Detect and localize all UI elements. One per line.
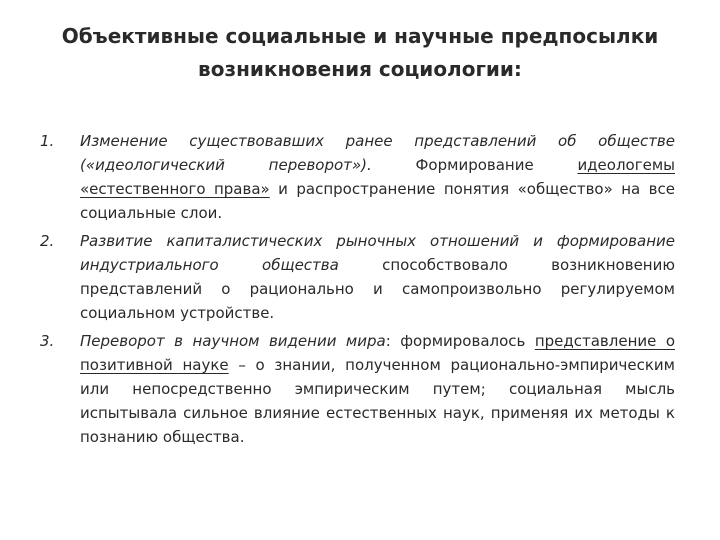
list-number: 1. — [40, 132, 55, 150]
text-segment: – о знании, полученном рационально-эмпирическим или непосредственно эмпирическим путем; социальная мысль испытывала сильное влияние естественных наук, применяя их методы к познанию общества. — [80, 356, 675, 446]
text-segment: Формирование — [371, 156, 578, 174]
title-line-2: возникновения социологии: — [198, 57, 522, 81]
text-segment: : формировалось — [385, 332, 535, 350]
premises-list — [40, 129, 675, 449]
underlined-term: идеологемы «естественного права» — [80, 156, 675, 198]
underlined-term: представление о позитивной науке — [80, 332, 676, 374]
list-item-1 — [40, 129, 675, 225]
text-segment: Изменение существовавших ранее представлений об обществе («идеологический переворот»). — [80, 132, 675, 174]
list-number: 2. — [40, 232, 55, 250]
list-item-text — [80, 129, 675, 225]
list-item-2 — [40, 229, 675, 325]
title-line-1: Объективные социальные и научные предпосылки — [61, 24, 659, 48]
text-segment: Переворот в научном видении мира — [80, 332, 386, 350]
slide-title — [40, 20, 680, 86]
list-number: 3. — [40, 332, 55, 350]
list-item-text — [80, 329, 675, 449]
list-item-text — [80, 229, 675, 325]
list-item-3 — [40, 329, 675, 449]
text-segment: способствовало возникновению представлений о рационально и самопроизвольно регулируемом социальном устройстве. — [80, 256, 675, 322]
text-segment: и распространение понятия «общество» на все социальные слои. — [80, 180, 675, 222]
text-segment: Развитие капиталистических рыночных отношений и формирование индустриального общества — [80, 232, 675, 274]
